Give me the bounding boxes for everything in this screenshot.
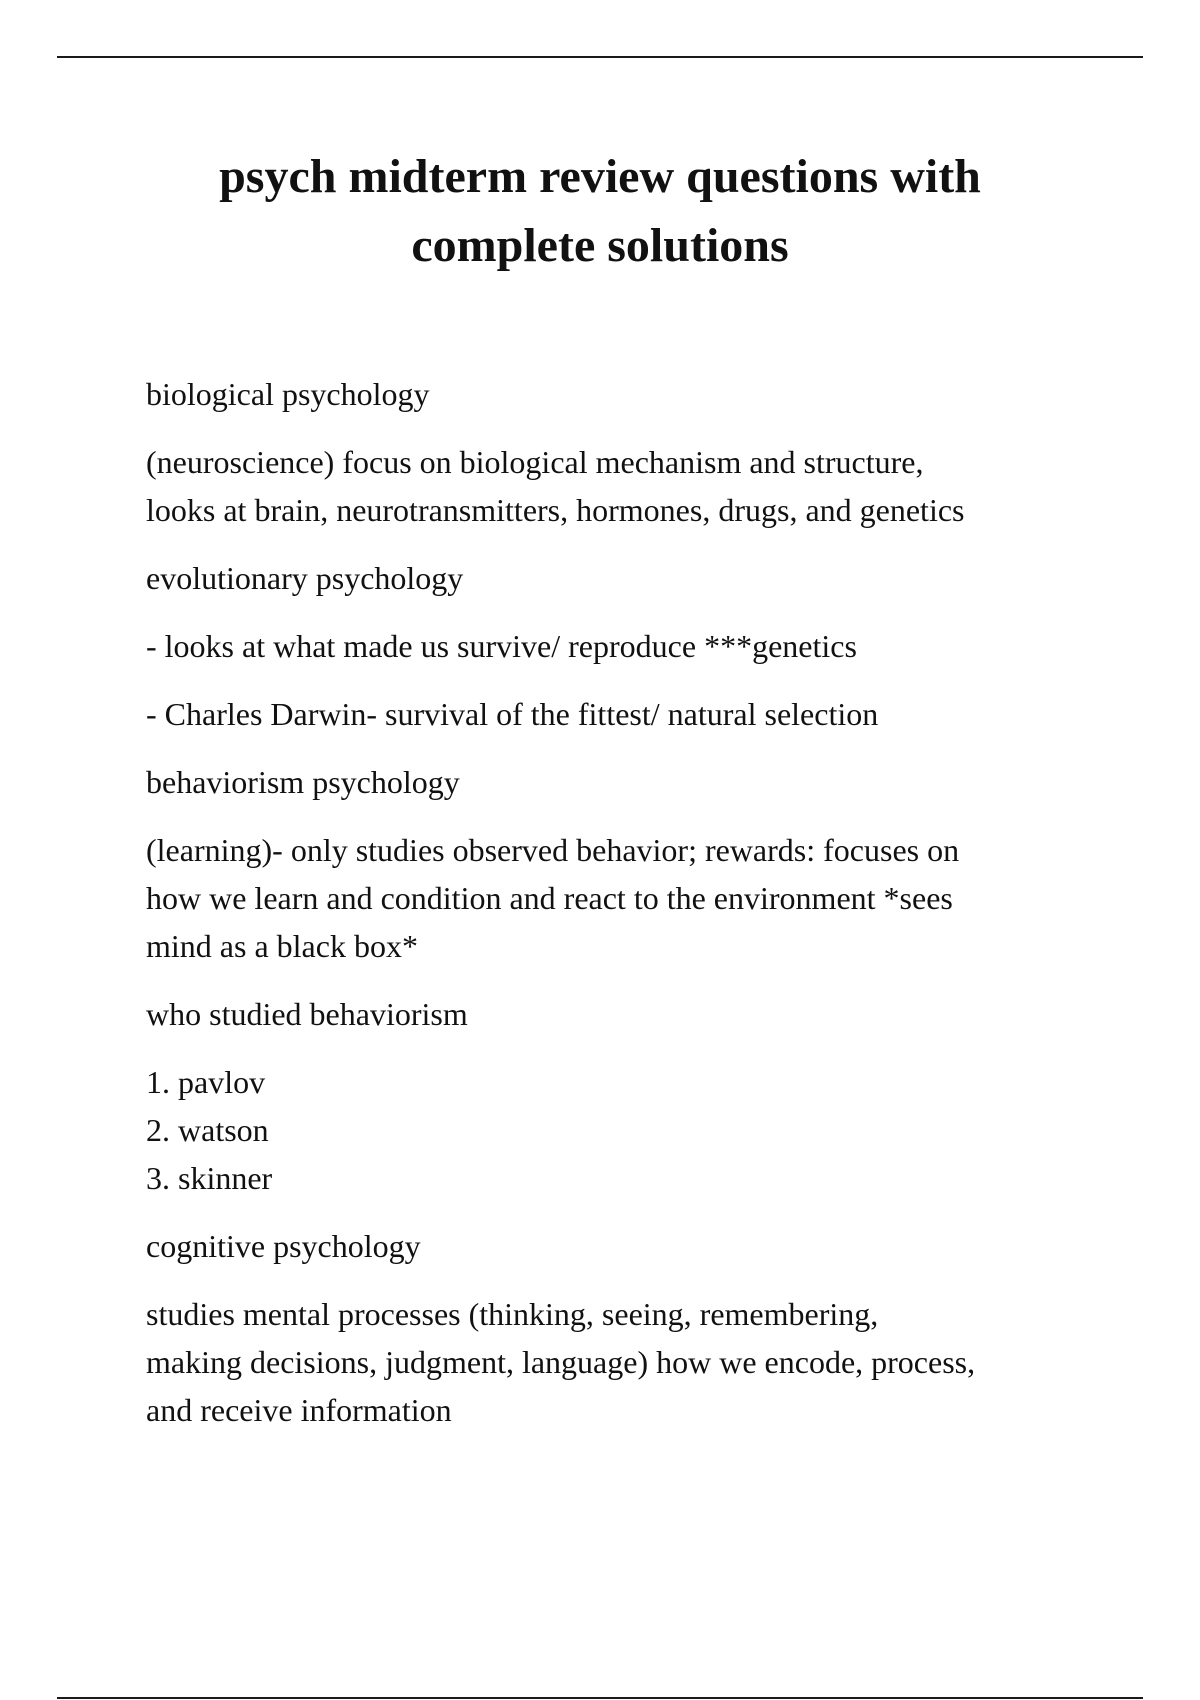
term-cognitive-psychology (146, 1222, 1106, 1270)
text-line: looks at brain, neurotransmitters, hormones, drugs, and genetics (146, 492, 965, 528)
document-body (146, 370, 1106, 1454)
text-line: 2. watson (146, 1112, 269, 1148)
text-line: and receive information (146, 1392, 452, 1428)
document-title (100, 142, 1100, 280)
text-line: how we learn and condition and react to the environment *sees (146, 880, 953, 916)
definition-evolutionary-darwin (146, 690, 1106, 738)
term-evolutionary-psychology (146, 554, 1106, 602)
text-line: making decisions, judgment, language) how we encode, process, (146, 1344, 976, 1380)
definition-who-studied-behaviorism (146, 1058, 1106, 1202)
definition-cognitive-psychology (146, 1290, 1106, 1434)
text-line: who studied behaviorism (146, 996, 468, 1032)
bottom-rule (57, 1697, 1143, 1699)
text-line: evolutionary psychology (146, 560, 464, 596)
definition-behaviorism-psychology (146, 826, 1106, 970)
text-line: behaviorism psychology (146, 764, 460, 800)
text-line: - Charles Darwin- survival of the fittest/ natural selection (146, 696, 879, 732)
text-line: biological psychology (146, 376, 430, 412)
text-line: studies mental processes (thinking, seeing, remembering, (146, 1296, 879, 1332)
text-line: (neuroscience) focus on biological mechanism and structure, (146, 444, 924, 480)
term-behaviorism-psychology (146, 758, 1106, 806)
title-line: psych midterm review questions with (219, 150, 981, 203)
definition-biological-psychology (146, 438, 1106, 534)
top-rule (57, 56, 1143, 58)
text-line: cognitive psychology (146, 1228, 421, 1264)
term-biological-psychology (146, 370, 1106, 418)
definition-evolutionary-survive (146, 622, 1106, 670)
text-line: 1. pavlov (146, 1064, 266, 1100)
text-line: (learning)- only studies observed behavior; rewards: focuses on (146, 832, 960, 868)
title-line: complete solutions (411, 219, 789, 272)
text-line: - looks at what made us survive/ reproduce ***genetics (146, 628, 857, 664)
term-who-studied-behaviorism (146, 990, 1106, 1038)
text-line: 3. skinner (146, 1160, 273, 1196)
text-line: mind as a black box* (146, 928, 418, 964)
